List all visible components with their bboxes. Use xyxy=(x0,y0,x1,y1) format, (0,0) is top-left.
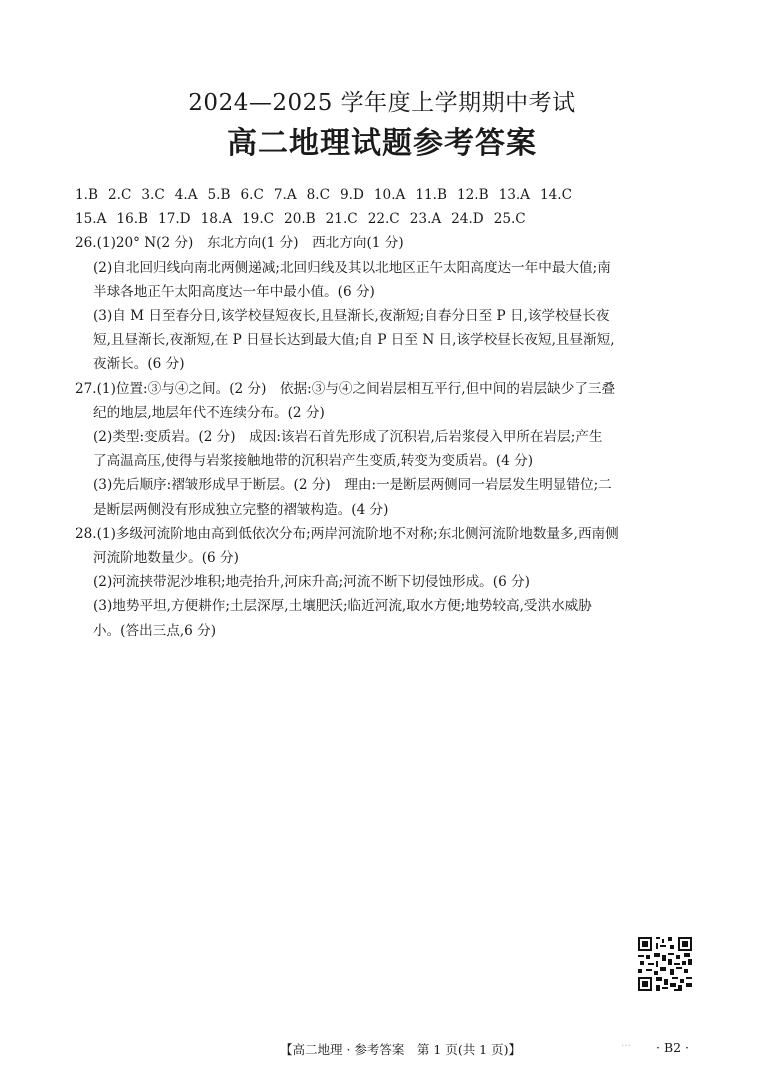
mc-answer: 8.C xyxy=(306,187,331,203)
mc-answers-row-1 xyxy=(75,183,697,207)
mc-answer: 18.A xyxy=(200,211,233,228)
mc-answer: 4.A xyxy=(174,187,198,203)
mc-answer: 6.C xyxy=(240,187,264,203)
q28-part2 xyxy=(75,570,697,594)
mc-answer: 20.B xyxy=(284,211,316,228)
q26-part3-line2: 短,且昼渐长,夜渐短,在 P 日昼长达到最大值;自 P 日至 N 日,该学校昼长夜短,且昼渐短, xyxy=(93,332,615,349)
question-28 xyxy=(75,522,697,643)
q26-part1: 26.(1)20° N(2 分) 东北方向(1 分) 西北方向(1 分) xyxy=(75,235,404,252)
q27-part3-line1: (3)先后顺序:褶皱形成早于断层。(2 分) 理由:一是断层两侧同一岩层发生明显错位;二 xyxy=(93,477,612,494)
mc-answer: 1.B xyxy=(75,187,98,203)
q27-part1-line2: 纪的地层,地层年代不连续分布。(2 分) xyxy=(93,404,325,421)
q28-part3-line2: 小。(答出三点,6 分) xyxy=(93,622,217,639)
document-title: 高二地理试题参考答案 xyxy=(227,126,537,161)
mc-answer: 22.C xyxy=(367,211,400,228)
mc-answer: 16.B xyxy=(116,211,149,228)
question-27 xyxy=(75,377,697,522)
question-26 xyxy=(75,231,697,376)
mc-answer: 17.D xyxy=(158,211,191,228)
q27-part3 xyxy=(75,473,697,521)
mc-answers-row-2 xyxy=(75,207,697,231)
mc-answer: 11.B xyxy=(415,187,447,203)
q27-part3-line2: 是断层两侧没有形成独立完整的褶皱构造。(4 分) xyxy=(93,501,389,518)
footer-paper-code: · B2 · xyxy=(656,1040,690,1055)
q28-part3 xyxy=(75,594,697,642)
q27-part1-line1: 27.(1)位置:③与④之间。(2 分) 依据:③与④之间岩层相互平行,但中间的岩层缺少了三叠 xyxy=(75,380,616,397)
mc-answer: 9.D xyxy=(340,187,364,203)
mc-answer: 15.A xyxy=(75,211,107,228)
q28-part3-line1: (3)地势平坦,方便耕作;土层深厚,土壤肥沃;临近河流,取水方便;地势较高,受洪水威胁 xyxy=(93,598,592,615)
q26-part2-line2: 半球各地正午太阳高度达一年中最小值。(6 分) xyxy=(93,283,375,300)
mc-answer: 23.A xyxy=(409,211,442,228)
mc-answer: 10.A xyxy=(373,187,406,203)
mc-answer: 5.B xyxy=(207,187,231,203)
footer-page-info: 【高二地理 · 参考答案 第 1 页(共 1 页)】 xyxy=(280,1042,521,1057)
mc-answer: 19.C xyxy=(242,211,275,228)
q27-part2-line1: (2)类型:变质岩。(2 分) 成因:该岩石首先形成了沉积岩,后岩浆侵入甲所在岩层;产生 xyxy=(93,429,603,446)
mc-answer: 21.C xyxy=(325,211,358,228)
mc-answer: 13.A xyxy=(498,187,530,203)
exam-title: 2024—2025 学年度上学期期中考试 xyxy=(188,90,576,116)
mc-answer: 14.C xyxy=(540,187,573,203)
q26-part2-line1: (2)自北回归线向南北两侧递减;北回归线及其以北地区正午太阳高度达一年中最大值;南 xyxy=(93,259,611,276)
q26-part3-line3: 夜渐长。(6 分) xyxy=(93,356,185,373)
qr-code xyxy=(638,937,692,991)
answer-content xyxy=(75,183,697,643)
footer-dot-mark: … xyxy=(621,1038,631,1049)
q26-part2 xyxy=(75,256,697,304)
mc-answer: 3.C xyxy=(141,187,165,203)
q28-part1-line1: 28.(1)多级河流阶地由高到低依次分布;两岸河流阶地不对称;东北侧河流阶地数量多,西南侧 xyxy=(75,525,619,542)
q26-part3-line1: (3)自 M 日至春分日,该学校昼短夜长,且昼渐长,夜渐短;自春分日至 P 日,该学校昼长夜 xyxy=(93,308,610,325)
mc-answer: 12.B xyxy=(456,187,489,203)
q27-part2-line2: 了高温高压,使得与岩浆接触地带的沉积岩产生变质,转变为变质岩。(4 分) xyxy=(93,453,534,470)
q28-part1-line2: 河流阶地数量少。(6 分) xyxy=(93,550,239,567)
q26-part3 xyxy=(75,304,697,377)
mc-answer: 24.D xyxy=(451,211,484,228)
q28-part2-line1: (2)河流挟带泥沙堆积;地壳抬升,河床升高;河流不断下切侵蚀形成。(6 分) xyxy=(93,574,530,591)
mc-answer: 25.C xyxy=(493,211,526,228)
q27-part2 xyxy=(75,425,697,473)
mc-answer: 2.C xyxy=(107,187,132,203)
mc-answer: 7.A xyxy=(273,187,297,203)
